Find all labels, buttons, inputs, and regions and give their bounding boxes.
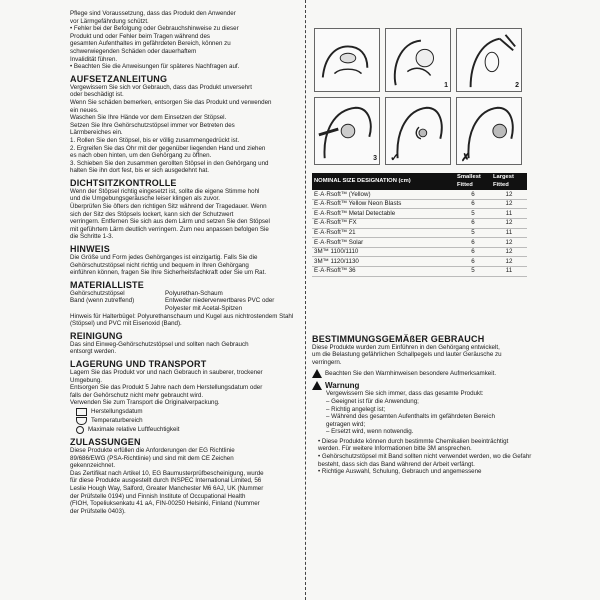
table-row [312,199,527,209]
section-body [70,447,298,515]
bullet-line: • Richtige Auswahl, Schulung, Gebrauch und angemessene [318,468,532,476]
intro-line: • Beachten Sie die Anweisungen für späteres Nachfragen auf. [70,63,298,71]
intro-line: Pflege sind Voraussetzung, dass das Produkt den Anwender [70,10,236,17]
table-cell: E·A·Rsoft™ 21 [312,228,455,238]
symbol-label: Herstellungsdatum [91,408,143,416]
table-cell: 5 [455,209,491,219]
spacer [312,277,532,331]
body-line: Lagern Sie das Produkt vor und nach Gebrauch in sauberer, trockener [70,368,263,376]
section-body [70,254,298,277]
table-cell: 12 [491,218,527,228]
material-value: Polyester mit Acetal-Spitzen [165,305,243,312]
body-line: halten Sie ihn dort fest, bis er sich ausgedehnt hat. [70,167,209,175]
humidity-icon [76,426,84,434]
intro-line: Produkt und oder Fehler beim Tragen während des [70,32,210,40]
table-row [312,190,527,199]
table-cell: 6 [455,218,491,228]
size-table [312,173,527,277]
illustration-insert-plug [385,28,451,92]
body-line: Waschen Sie Ihre Hände vor dem Einsetzen der Stöpsel. [70,114,227,122]
table-row [312,266,527,276]
table-cell: 11 [491,228,527,238]
table-cell: E·A·Rsoft™ Solar [312,238,455,248]
warning-title: Warnung [325,381,360,391]
illustration-hold-plug [314,97,380,165]
body-line: um die Belastung gefährlichen Schallpegels und lauter Geräusche zu [312,351,502,359]
material-row [70,305,298,313]
warning-triangle-icon [312,369,322,378]
body-line: Das sind Einweg-Gehörschutzstöpsel und sollten nach Gebrauch [70,340,249,348]
body-line: sich der Sitz des Stöpsels lockert, kann sich der Schutzwert [70,210,234,218]
body-line: – Richtig angelegt ist; [326,405,386,413]
illustration-incorrect-fit [456,97,522,165]
table-cell: 12 [491,257,527,267]
table-cell: E·A·Rsoft™ FX [312,218,455,228]
table-cell: 3M™ 1120/1130 [312,257,455,267]
table-row [312,247,527,257]
body-line: und die Umgebungsgeräusche leiser klingen als zuvor. [70,195,220,203]
body-line: 2. Ergreifen Sie das Ohr mit der gegenüber liegenden Hand und ziehen [70,144,266,152]
section-body [70,84,298,175]
table-cell: E·A·Rsoft™ (Yellow) [312,190,455,199]
section-title: REINIGUNG [70,330,123,341]
intro-text [70,10,298,71]
table-row [312,238,527,248]
body-line: 1. Rollen Sie den Stöpsel, bis er völlig zusammengedrückt ist. [70,136,240,144]
body-line: Vergewissern Sie sich vor Gebrauch, dass das Produkt unversehrt [70,83,252,91]
table-cell: 6 [455,247,491,257]
symbol-row [76,417,298,425]
warning-triangle-icon [312,381,322,390]
body-line: der Prüfstelle 0403). [70,507,126,515]
material-list [70,290,298,328]
body-line: verringern. Entfernen Sie sich aus dem Lärm und setzen Sie den Stöpsel [70,218,270,226]
intro-line: vor Lärmgefährdung schützt. [70,17,149,25]
section-title: AUFSETZANLEITUNG [70,73,168,84]
body-line: Leslie Hough Way, Salford, Greater Manchester M6 6AJ, UK (Nummer [70,484,264,492]
intro-line: • Fehler bei der Befolgung oder Gebrauchshinweise zu dieser [70,25,298,33]
body-line: – Während des gesamten Aufenthalts im gefährdeten Bereich [326,413,495,421]
table-cell: 12 [491,238,527,248]
intro-line: gesamten Aufenthaltes im gefährdeten Bereich, können zu [70,40,231,48]
material-value: Entweder niederverwertbares PVC oder [165,297,275,305]
body-line: oder beschädigt ist. [70,91,124,99]
body-line: gekennzeichnet. [70,462,116,470]
table-cell: 6 [455,199,491,209]
section-title: ZULASSUNGEN [70,436,141,447]
body-line: Vergewissern Sie sich immer, dass das gesamte Produkt: [326,390,484,398]
symbol-label: Maximale relative Luftfeuchtigkeit [88,426,180,434]
body-line: – Geeignet ist für die Anwendung; [326,397,419,405]
body-line: ein neues. [70,106,99,114]
body-line: einführen können, fragen Sie Ihre Sicherheitsfachkraft oder Sie um Rat. [70,269,267,277]
body-line: – Ersetzt wird, wenn notwendig. [326,428,414,436]
table-cell: 11 [491,209,527,219]
table-cell: E·A·Rsoft™ Yellow Neon Blasts [312,199,455,209]
right-column [312,10,532,600]
section-title: MATERIALLISTE [70,279,144,290]
table-row [312,209,527,219]
factory-icon [76,408,87,416]
body-line: 3. Schieben Sie den zusammen gerollten Stöpsel in den Gehörgang und [70,159,269,167]
temperature-icon [76,417,87,425]
table-cell: 3M™ 1100/1110 [312,247,455,257]
body-line: Wenn Sie schäden bemerken, entsorgen Sie das Produkt und verwenden [70,98,272,106]
table-row [312,218,527,228]
symbol-row [76,426,298,434]
section-title: HINWEIS [70,244,110,255]
illustration-correct-fit [385,97,451,165]
body-line: es nach oben hinten, um den Gehörgang zu öffnen. [70,152,212,160]
intro-line: schwerwiegenden Schäden oder dauerhaftem [70,47,197,55]
section-body [312,344,532,367]
section-body [70,341,298,356]
body-line: entsorgt werden. [70,348,117,356]
cross-icon: ✗ [461,152,471,165]
symbol-row [76,408,298,416]
body-line: Diese Produkte wurden zum Einführen in den Gehörgang entwickelt, [312,343,500,351]
table-header: NOMINAL SIZE DESIGNATION (cm) [312,173,455,190]
body-line: Diese Produkte erfüllen die Anforderungen der EG Richtlinie [70,446,235,454]
bullet-line: • Diese Produkte können durch bestimmte Chemikalien beeinträchtigt werden. Für weitere Informationen bitte 3M ansprechen. [318,438,532,453]
table-header: Largest Fitted [491,173,527,190]
table-cell: 12 [491,190,527,199]
body-line: Überprüfen Sie öfters den richtigen Sitz während der Tragedauer. Wenn [70,203,267,211]
notice-row [312,369,532,378]
body-line: getragen wird; [326,420,366,428]
table-cell: 12 [491,247,527,257]
table-cell: 6 [455,257,491,267]
material-part: Gehörschutzstöpsel [70,289,125,297]
section-title: LAGERUNG UND TRANSPORT [70,358,207,369]
body-line: Setzen Sie Ihre Gehörschutzstöpsel immer vor Betreten des [70,121,235,129]
section-body [70,188,298,241]
body-line: Lärmbereiches ein. [70,129,123,137]
section-body [70,369,298,434]
body-line: Hinweis für Halterbügel: Polyurethanschaum und Kugel aus nichtrostendem Stahl [70,312,294,320]
intro-line: Invalidität führen. [70,55,118,63]
table-cell: E·A·Rsoft™ Metal Detectable [312,209,455,219]
material-part [70,305,165,313]
material-part: Band (wenn zutreffend) [70,297,135,305]
symbol-label: Temperaturbereich [91,417,143,425]
left-column [70,10,298,600]
section-title: DICHTSITZKONTROLLE [70,177,177,188]
illustration-pull-ear [456,28,522,92]
fitting-illustrations [314,28,532,165]
table-cell: 6 [455,190,491,199]
table-cell: 6 [455,238,491,248]
body-line: falls der Gehörschutz nicht mehr gebraucht wird. [70,391,204,399]
body-line: 89/686/EWG (PSA-Richtlinie) und sind mit dem CE Zeichen [70,454,234,462]
table-cell: 12 [491,199,527,209]
body-line: Das Zertifikat nach Artikel 10, EG Baumusterprüfbescheinigung, wurde [70,469,264,477]
material-row [70,290,298,298]
body-line: (Stöpsel) und PVC mit Eisenoxid (Band). [70,320,182,328]
table-cell: E·A·Rsoft™ 36 [312,266,455,276]
table-header: Smallest Fitted [455,173,491,190]
table-header-row [312,173,527,190]
figure-number: 1 [444,82,448,90]
body-line: verringern. [312,358,342,366]
column-divider [305,0,306,600]
body-line: Entsorgen Sie das Produkt 5 Jahre nach dem Herstellungsdatum oder [70,384,263,392]
body-line: Gehörschutzstöpsel nicht richtig und bequem in Ihren Gehörgang [70,261,249,269]
body-line: Umgebung. [70,376,102,384]
bullet-line: • Gehörschutzstöpsel mit Band sollten nicht verwendet werden, wo die Gefahr besteht, dass sich das Band während der Arbeit verfängt. [318,453,532,468]
table-cell: 5 [455,228,491,238]
warning-body [312,390,532,436]
warning-bullets [312,438,532,476]
illustration-roll-plug [314,28,380,92]
warning-header [312,381,532,390]
table-cell: 11 [491,266,527,276]
body-line: Verwenden Sie zum Transport die Originalverpackung. [70,399,220,407]
figure-number: 3 [373,155,377,163]
table-row [312,257,527,267]
body-line: Wenn der Stöpsel richtig eingesetzt ist, sollte die eigene Stimme hohl [70,187,260,195]
table-cell: 5 [455,266,491,276]
body-line: der Prüfstelle 0194) und Finnish Institute of Occupational Health [70,492,246,500]
body-line: mit geführtem Lärm deutlich verringern. Zum neu anpassen befolgen Sie [70,225,269,233]
table-row [312,228,527,238]
notice-text: Beachten Sie den Warnhinweisen besondere Aufmerksamkeit. [325,370,497,378]
section-title: BESTIMMUNGSGEMÄßER GEBRAUCH [312,333,485,344]
body-line: (FIOH, Topeliuksenkatu 41 aA, FIN-00250 Helsinki, Finland (Nummer [70,500,260,508]
body-line: die Schritte 1-3. [70,233,114,241]
material-row [70,297,298,305]
checkmark-icon: ✓ [390,152,400,165]
body-line: für diese Produkte ausgestellt durch INSPEC International Limited, 56 [70,477,262,485]
material-value: Polyurethan-Schaum [165,289,223,297]
body-line: Die Größe und Form jedes Gehörganges ist einzigartig. Falls Sie die [70,254,258,262]
figure-number: 2 [515,82,519,90]
